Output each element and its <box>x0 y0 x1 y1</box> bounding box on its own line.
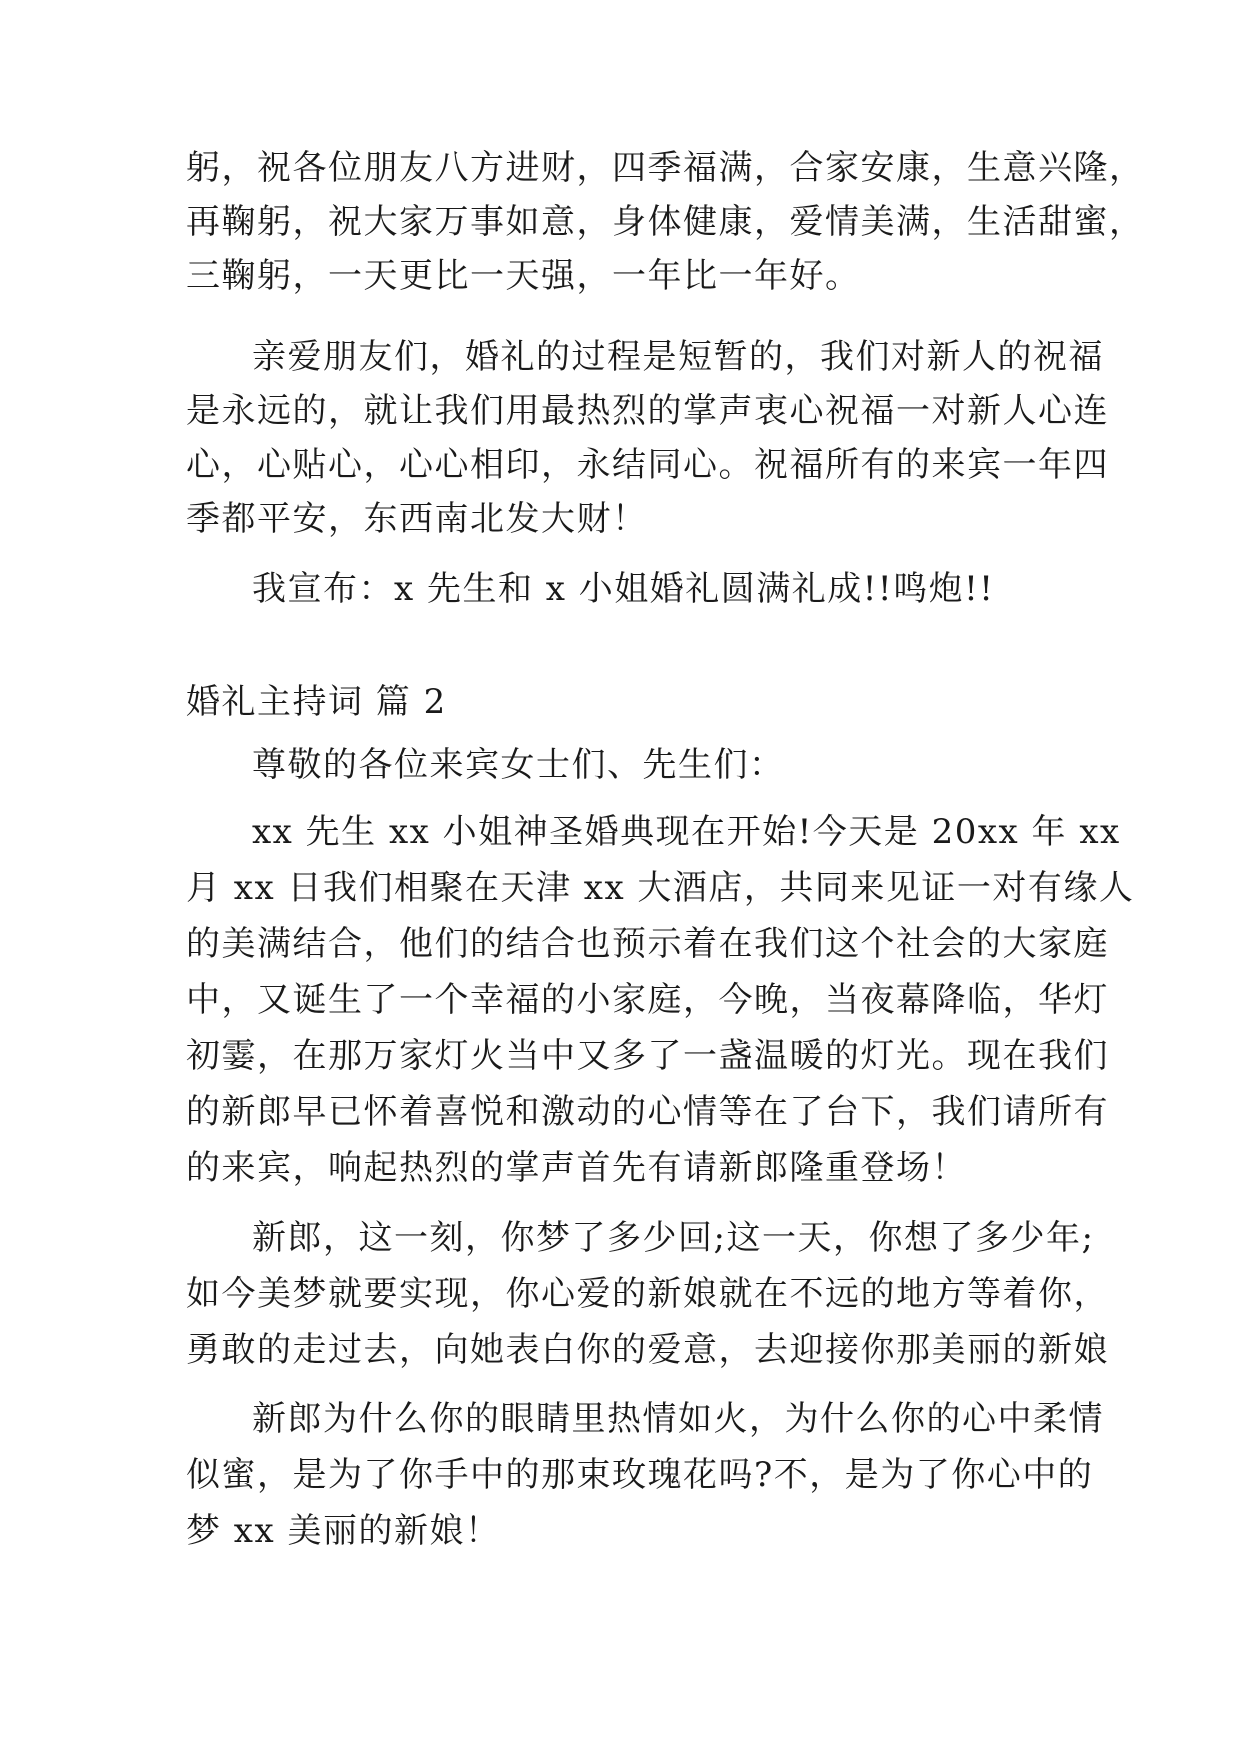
text-line: 如今美梦就要实现，你心爱的新娘就在不远的地方等着你， <box>186 1274 1109 1314</box>
text-line: 月 xx 日我们相聚在天津 xx 大酒店，共同来见证一对有缘人 <box>186 868 1135 908</box>
text-line: xx 先生 xx 小姐神圣婚典现在开始!今天是 20xx 年 xx <box>252 812 1121 852</box>
text-line: 新郎为什么你的眼睛里热情如火，为什么你的心中柔情 <box>252 1399 1104 1439</box>
text-line: 似蜜，是为了你手中的那束玫瑰花吗?不，是为了你心中的 <box>186 1455 1094 1495</box>
text-line: 勇敢的走过去，向她表白你的爱意，去迎接你那美丽的新娘 <box>186 1330 1109 1370</box>
text-line: 是永远的，就让我们用最热烈的掌声衷心祝福一对新人心连 <box>186 391 1109 431</box>
text-line: 亲爱朋友们，婚礼的过程是短暂的，我们对新人的祝福 <box>252 337 1104 377</box>
text-line: 的来宾，响起热烈的掌声首先有请新郎隆重登场！ <box>186 1148 967 1188</box>
text-line: 梦 xx 美丽的新娘！ <box>186 1511 501 1551</box>
text-line: 中，又诞生了一个幸福的小家庭，今晚，当夜幕降临，华灯 <box>186 980 1109 1020</box>
text-line: 再鞠躬，祝大家万事如意，身体健康，爱情美满，生活甜蜜， <box>186 202 1145 242</box>
text-line: 的美满结合，他们的结合也预示着在我们这个社会的大家庭 <box>186 924 1109 964</box>
text-line: 初霎，在那万家灯火当中又多了一盏温暖的灯光。现在我们 <box>186 1036 1109 1076</box>
text-line: 新郎，这一刻，你梦了多少回;这一天，你想了多少年; <box>252 1218 1095 1258</box>
text-line: 三鞠躬，一天更比一天强，一年比一年好。 <box>186 256 861 296</box>
text-line: 的新郎早已怀着喜悦和激动的心情等在了台下，我们请所有 <box>186 1092 1109 1132</box>
text-line: 心，心贴心，心心相印，永结同心。祝福所有的来宾一年四 <box>186 445 1109 485</box>
text-line: 我宣布：x 先生和 x 小姐婚礼圆满礼成!!鸣炮!! <box>252 569 995 609</box>
section-heading: 婚礼主持词 篇 2 <box>186 682 447 722</box>
text-line: 季都平安，东西南北发大财！ <box>186 499 648 539</box>
text-line: 躬，祝各位朋友八方进财，四季福满，合家安康，生意兴隆， <box>186 148 1145 188</box>
text-line: 尊敬的各位来宾女士们、先生们： <box>252 745 785 785</box>
